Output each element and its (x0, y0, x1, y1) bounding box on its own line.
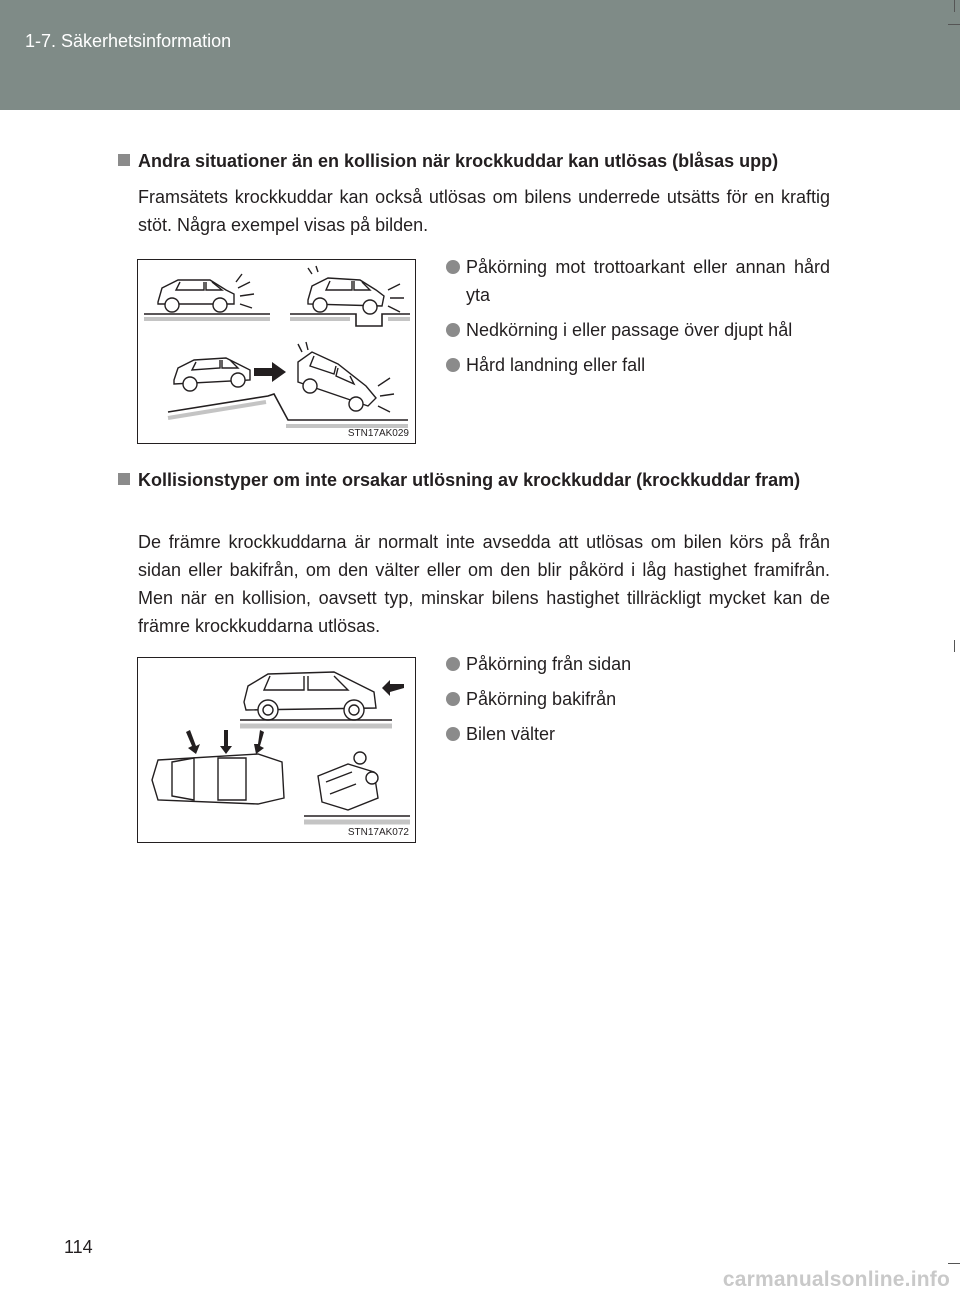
collision-types-illustration (138, 658, 415, 842)
figure-code: STN17AK029 (347, 428, 409, 439)
bullet-item: Påkörning bakifrån (446, 685, 830, 713)
section-heading-other-situations (118, 147, 830, 175)
heading-square-icon (118, 154, 130, 166)
bullet-dot-icon (446, 358, 460, 372)
car-rear-impact-icon (244, 672, 376, 720)
watermark: carmanualsonline.info (722, 1268, 950, 1291)
heading-square-icon (118, 473, 130, 485)
bullet-item: Påkörning från sidan (446, 650, 830, 678)
section-header-title: 1-7. Säkerhetsinformation (25, 31, 232, 51)
car-ramp-icon (174, 358, 250, 391)
bullet-list-collision-types (446, 650, 830, 755)
car-curb-impact-icon (158, 274, 254, 312)
crop-mark (954, 0, 955, 12)
bullet-item: Påkörning mot trottoarkant eller annan hård yta (446, 253, 830, 309)
crop-mark (948, 24, 960, 25)
bullet-item: Hård landning eller fall (446, 351, 830, 379)
car-hard-landing-icon (298, 342, 394, 412)
bullet-dot-icon (446, 692, 460, 706)
header-band (0, 0, 960, 110)
bullet-dot-icon (446, 323, 460, 337)
underbody-impact-illustration (138, 260, 415, 443)
car-hole-impact-icon (308, 266, 404, 314)
section-heading-collision-types (118, 466, 830, 494)
car-top-view-icon (152, 754, 284, 804)
paragraph-front-airbags: De främre krockkuddarna är normalt inte avsedda att utlösas om bilen körs på från sidan eller bakifrån, om den välter eller om den blir påkörd i låg hastighet framifrån. Men när en kollision, oavsett typ, minskar bilens hastighet tillräckligt mycket kan de främre krockkuddarna utlösas. (138, 532, 830, 636)
heading-text: Andra situationer än en kollision när krockkuddar kan utlösas (blåsas upp) (138, 151, 779, 171)
crop-mark (948, 1263, 960, 1264)
crop-mark (954, 640, 955, 652)
figure-collision-types (137, 657, 416, 843)
bullet-dot-icon (446, 657, 460, 671)
bullet-dot-icon (446, 727, 460, 741)
car-rollover-icon (318, 752, 378, 810)
bullet-dot-icon (446, 260, 460, 274)
bullet-item: Nedkörning i eller passage över djupt hål (446, 316, 830, 344)
page-number: 114 (64, 1237, 93, 1257)
bullet-list-other-situations (446, 253, 830, 386)
bullet-item: Bilen välter (446, 720, 830, 748)
heading-text: Kollisionstyper om inte orsakar utlösning av krockkuddar (krockkuddar fram) (138, 470, 801, 490)
direction-arrow-icon (254, 362, 286, 382)
figure-code: STN17AK072 (347, 827, 409, 838)
figure-underbody-impacts (137, 259, 416, 444)
paragraph-underbody-impact: Framsätets krockkuddar kan också utlösas om bilens underrede utsätts för en kraftig stöt. Några exempel visas på bilden. (138, 187, 830, 235)
